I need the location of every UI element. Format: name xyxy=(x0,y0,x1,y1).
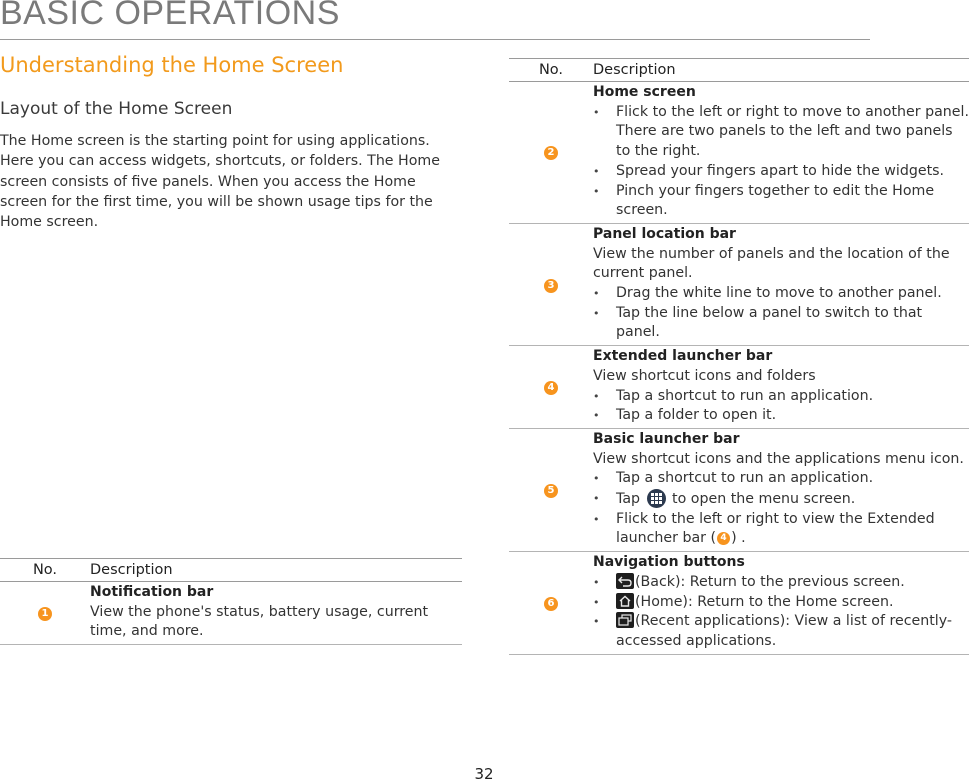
bullet-list xyxy=(593,284,969,343)
table-row xyxy=(0,582,462,645)
item-text: View shortcut icons and folders xyxy=(593,367,816,384)
header-no: No. xyxy=(0,559,90,582)
bullet-dot: • xyxy=(593,306,600,320)
bullet-dot: • xyxy=(593,595,600,609)
item-title: Extended launcher bar xyxy=(593,348,773,365)
bullet-text: ) . xyxy=(731,530,746,547)
item-number-badge: 6 xyxy=(544,597,558,611)
section-title: Understanding the Home Screen xyxy=(0,53,344,77)
table-row xyxy=(509,428,969,551)
table-row xyxy=(509,552,969,655)
bullet-text: Tap the line below a panel to switch to that panel. xyxy=(616,304,923,341)
item-title: Notification bar xyxy=(90,584,214,600)
item-text: View the number of panels and the location of the current panel. xyxy=(593,245,950,282)
bullet-text: Tap a shortcut to run an application. xyxy=(616,470,874,487)
item-title: Panel location bar xyxy=(593,225,736,242)
chapter-divider xyxy=(0,39,870,40)
item-number-badge: 3 xyxy=(544,279,558,293)
left-description-table xyxy=(0,558,462,645)
bullet-item xyxy=(593,489,969,510)
bullet-list xyxy=(593,387,969,426)
row-description-cell xyxy=(593,82,969,224)
item-text: View the phone's status, battery usage, current time, and more. xyxy=(90,603,429,640)
apps-menu-icon xyxy=(647,489,666,508)
chapter-title: BASIC OPERATIONS xyxy=(0,0,340,32)
bullet-item xyxy=(593,510,969,549)
back-icon-glyph xyxy=(618,575,632,587)
row-description-cell xyxy=(593,346,969,429)
bullet-list xyxy=(593,469,969,549)
home-icon-glyph xyxy=(618,595,632,607)
bullet-text: Tap a folder to open it. xyxy=(616,407,777,424)
bullet-text: Pinch your fingers together to edit the Home screen. xyxy=(616,182,935,219)
bullet-dot: • xyxy=(593,615,600,629)
bullet-text: Flick to the left or right to view the Extended launcher bar ( xyxy=(616,510,935,547)
bullet-item xyxy=(593,612,969,651)
bullet-dot: • xyxy=(593,512,600,526)
bullet-text: to open the menu screen. xyxy=(667,491,856,508)
bullet-item xyxy=(593,162,969,182)
bullet-item xyxy=(593,593,969,613)
item-title: Navigation buttons xyxy=(593,554,745,571)
row-description-cell xyxy=(593,223,969,345)
bullet-item xyxy=(593,469,969,489)
bullet-text: Flick to the left or right to move to another panel. There are two panels to the left and two panels to the right. xyxy=(616,103,969,160)
bullet-dot: • xyxy=(593,164,600,178)
bullet-text: (Recent applications): View a list of recently-accessed applications. xyxy=(616,613,953,649)
bullet-item xyxy=(593,182,969,221)
bullet-item xyxy=(593,406,969,426)
header-no: No. xyxy=(509,59,593,82)
bullet-dot: • xyxy=(593,389,600,403)
bullet-dot: • xyxy=(593,472,600,486)
item-number-badge: 2 xyxy=(544,146,558,160)
bullet-list xyxy=(593,103,969,221)
row-number-cell xyxy=(509,428,593,551)
item-title: Home screen xyxy=(593,84,696,100)
row-number-cell xyxy=(509,82,593,224)
recent-apps-icon-glyph xyxy=(618,614,632,626)
item-title: Basic launcher bar xyxy=(593,430,740,447)
bullet-dot: • xyxy=(593,105,600,119)
bullet-text: Tap xyxy=(616,491,645,508)
row-description-cell xyxy=(90,582,462,645)
item-number-badge: 1 xyxy=(38,607,52,621)
table-header-row xyxy=(0,559,462,582)
bullet-item xyxy=(593,103,969,162)
bullet-item xyxy=(593,304,969,343)
bullet-dot: • xyxy=(593,575,600,589)
row-description-cell xyxy=(593,428,969,551)
bullet-item xyxy=(593,573,969,593)
bullet-item xyxy=(593,387,969,407)
table-row xyxy=(509,346,969,429)
item-number-badge: 4 xyxy=(544,381,558,395)
table-header-row xyxy=(509,59,969,82)
row-description-cell xyxy=(593,552,969,655)
home-icon xyxy=(616,593,634,609)
header-description: Description xyxy=(593,59,969,82)
bullet-text: (Back): Return to the previous screen. xyxy=(635,573,905,590)
section-subtitle: Layout of the Home Screen xyxy=(0,99,233,119)
bullet-text: Tap a shortcut to run an application. xyxy=(616,387,874,404)
bullet-dot: • xyxy=(593,184,600,198)
inline-number-badge: 4 xyxy=(717,532,730,545)
item-text: View shortcut icons and the applications menu icon. xyxy=(593,450,964,467)
bullet-list xyxy=(593,573,969,652)
item-number-badge: 5 xyxy=(544,484,558,498)
recent-apps-icon xyxy=(616,612,634,628)
header-description: Description xyxy=(90,559,462,582)
page-number: 32 xyxy=(474,765,494,783)
row-number-cell xyxy=(0,582,90,645)
row-number-cell xyxy=(509,552,593,655)
right-description-table xyxy=(509,58,969,655)
intro-paragraph: The Home screen is the starting point for using applications. Here you can access widgets, shortcuts, or folders. The Home screen consists of five panels. When you access the Home screen for the first time, you will be shown usage tips for the Home screen. xyxy=(0,133,440,231)
bullet-text: Spread your fingers apart to hide the widgets. xyxy=(616,162,945,179)
apps-menu-icon-glyph xyxy=(651,493,662,504)
bullet-dot: • xyxy=(593,492,600,506)
bullet-text: (Home): Return to the Home screen. xyxy=(635,593,894,610)
table-row xyxy=(509,223,969,345)
back-icon xyxy=(616,573,634,589)
bullet-item xyxy=(593,284,969,304)
row-number-cell xyxy=(509,223,593,345)
bullet-dot: • xyxy=(593,287,600,301)
table-row xyxy=(509,82,969,224)
row-number-cell xyxy=(509,346,593,429)
bullet-dot: • xyxy=(593,409,600,423)
bullet-text: Drag the white line to move to another panel. xyxy=(616,285,942,302)
